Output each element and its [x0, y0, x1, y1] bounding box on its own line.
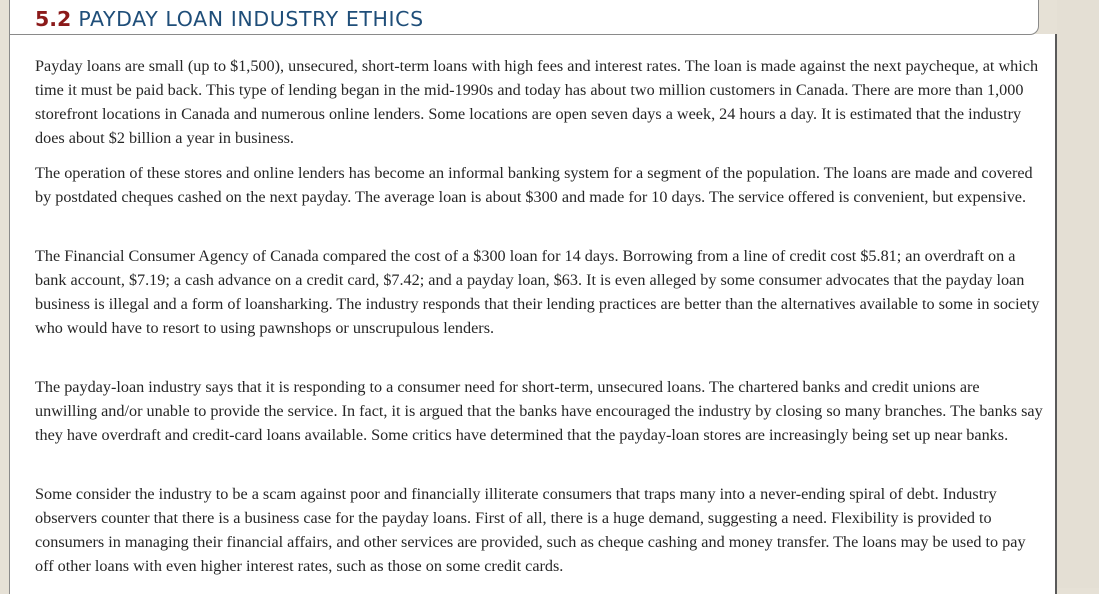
paragraph-5: Some consider the industry to be a scam against poor and financially illiterate consumers that traps many into a never-ending spiral of debt. Industry observers counter that there is a business case for the payday loans. First of all, there is a huge demand, suggesting a need. Flexibility is provided to consumers in managing their financial affairs, and other services are provided, such as cheque cashing and money transfer. The loans may be used to pay off other loans with even higher interest rates, such as those on some credit cards. — [35, 485, 1026, 575]
paragraph-2: The operation of these stores and online lenders has become an informal banking system for a segment of the population. The loans are made and covered by postdated cheques cashed on the next payday. The average loan is about $300 and made for 10 days. The service offered is convenient, but expensive. — [35, 164, 1033, 206]
section-heading-tab — [9, 0, 1039, 35]
page-margin-right — [1057, 0, 1099, 588]
section-title: PAYDAY LOAN INDUSTRY ETHICS — [78, 7, 424, 31]
section-number: 5.2 — [35, 7, 72, 31]
paragraph-4: The payday-loan industry says that it is responding to a consumer need for short-term, unsecured loans. The chartered banks and credit unions are unwilling and/or unable to provide the service. In fact, it is argued that the banks have encouraged the industry by closing so many branches. The banks say they have overdraft and credit-card loans available. Some critics have determined that the payday-loan stores are increasingly being set up near banks. — [35, 378, 1043, 444]
paragraph-3: The Financial Consumer Agency of Canada compared the cost of a $300 loan for 14 days. Borrowing from a line of credit cost $5.81; an overdraft on a bank account, $7.19; a cash advance on a credit card, $7.42; and a payday loan, $63. It is even alleged by some consumer advocates that the payday loan business is illegal and a form of loansharking. The industry responds that their lending practices are better than the alternatives available to some in society who would have to resort to using pawnshops or unscrupulous lenders. — [35, 247, 1040, 337]
section-heading — [35, 7, 424, 31]
section-content-box — [9, 34, 1057, 594]
paragraph-1: Payday loans are small (up to $1,500), unsecured, short-term loans with high fees and interest rates. The loan is made against the next paycheque, at which time it must be paid back. This type of lending began in the mid-1990s and today has about two million customers in Canada. There are more than 1,000 storefront locations in Canada and numerous online lenders. Some locations are open seven days a week, 24 hours a day. It is estimated that the industry does about $2 billion a year in business. — [35, 57, 1039, 147]
